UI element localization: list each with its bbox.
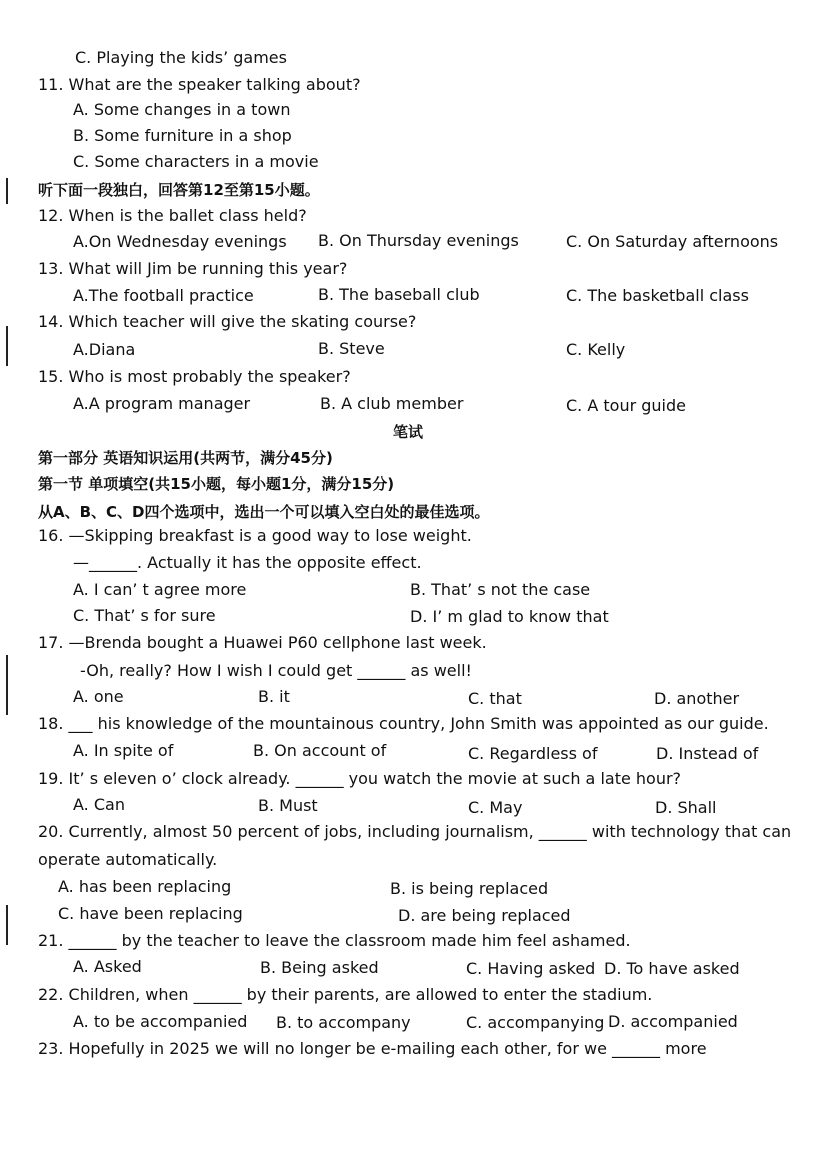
option-b: B. On account of [253, 741, 387, 760]
edge-mark [6, 655, 8, 715]
option-d: D. accompanied [608, 1012, 738, 1031]
option-b: B. That’ s not the case [410, 580, 591, 599]
option-c: C. have been replacing [58, 904, 243, 923]
option-c: C. A tour guide [566, 396, 686, 415]
question-reply: —______. Actually it has the opposite effect. [73, 553, 422, 572]
option-a: A. I can’ t agree more [73, 580, 247, 599]
option-b: B. is being replaced [390, 879, 549, 898]
option-a: A.A program manager [73, 394, 251, 413]
edge-mark [6, 178, 8, 204]
question-stem: 15. Who is most probably the speaker? [38, 367, 351, 386]
option-c: C. May [468, 798, 523, 817]
option-d: D. To have asked [604, 959, 740, 978]
option-b: B. to accompany [276, 1013, 411, 1032]
option-c: C. Kelly [566, 340, 626, 359]
option-a: A.The football practice [73, 286, 254, 305]
question-stem: 11. What are the speaker talking about? [38, 75, 361, 94]
option-a: A. Asked [73, 957, 142, 976]
option-b: B. On Thursday evenings [318, 231, 519, 250]
section-title: 第一节 单项填空(共15小题，每小题1分，满分15分) [38, 475, 395, 493]
option-c: C. Playing the kids’ games [75, 48, 287, 67]
option-c: C. that [468, 689, 522, 708]
option-d: D. another [654, 689, 740, 708]
section-instruction: 听下面一段独白，回答第12至第15小题。 [38, 181, 320, 199]
question-stem: 19. It’ s eleven o’ clock already. ______ you watch the movie at such a late hour? [38, 769, 682, 788]
option-a: A. one [73, 687, 124, 706]
edge-mark [6, 326, 8, 366]
option-d: D. I’ m glad to know that [410, 607, 609, 626]
option-b: B. Steve [318, 339, 385, 358]
question-reply: -Oh, really? How I wish I could get ______ as well! [80, 661, 472, 680]
option-d: D. Instead of [656, 744, 759, 763]
option-a: A. has been replacing [58, 877, 232, 896]
option-b: B. The baseball club [318, 285, 480, 304]
part-title: 第一部分 英语知识运用(共两节，满分45分) [38, 449, 333, 467]
edge-mark [6, 905, 8, 945]
instruction-text: 从A、B、C、D四个选项中，选出一个可以填入空白处的最佳选项。 [38, 503, 490, 521]
question-stem: 17. —Brenda bought a Huawei P60 cellphone last week. [38, 633, 487, 652]
option-c: C. Having asked [466, 959, 596, 978]
option-c: C. The basketball class [566, 286, 749, 305]
option-c: C. Regardless of [468, 744, 598, 763]
option-a: A.Diana [73, 340, 136, 359]
option-b: B. Being asked [260, 958, 379, 977]
option-c: C. On Saturday afternoons [566, 232, 779, 251]
question-stem: 13. What will Jim be running this year? [38, 259, 348, 278]
question-stem: 14. Which teacher will give the skating course? [38, 312, 417, 331]
option-b: B. it [258, 687, 290, 706]
question-stem: 23. Hopefully in 2025 we will no longer be e-mailing each other, for we ______ more [38, 1039, 707, 1058]
question-stem: 22. Children, when ______ by their parents, are allowed to enter the stadium. [38, 985, 653, 1004]
option-a: A.On Wednesday evenings [73, 232, 287, 251]
option-c: C. accompanying [466, 1013, 605, 1032]
question-stem-continued: operate automatically. [38, 850, 218, 869]
question-stem: 20. Currently, almost 50 percent of jobs, including journalism, ______ with technology that can [38, 822, 792, 841]
option-c: C. Some characters in a movie [73, 152, 319, 171]
option-a: A. In spite of [73, 741, 174, 760]
option-b: B. A club member [320, 394, 464, 413]
section-heading: 笔试 [392, 423, 423, 441]
question-stem: 16. —Skipping breakfast is a good way to lose weight. [38, 526, 472, 545]
option-d: D. Shall [655, 798, 717, 817]
option-a: A. Can [73, 795, 125, 814]
option-b: B. Must [258, 796, 318, 815]
option-b: B. Some furniture in a shop [73, 126, 292, 145]
question-stem: 18. ___ his knowledge of the mountainous country, John Smith was appointed as our guide. [38, 714, 769, 733]
option-a: A. Some changes in a town [73, 100, 291, 119]
question-stem: 21. ______ by the teacher to leave the classroom made him feel ashamed. [38, 931, 631, 950]
question-stem: 12. When is the ballet class held? [38, 206, 307, 225]
option-d: D. are being replaced [398, 906, 571, 925]
option-c: C. That’ s for sure [73, 606, 216, 625]
option-a: A. to be accompanied [73, 1012, 248, 1031]
